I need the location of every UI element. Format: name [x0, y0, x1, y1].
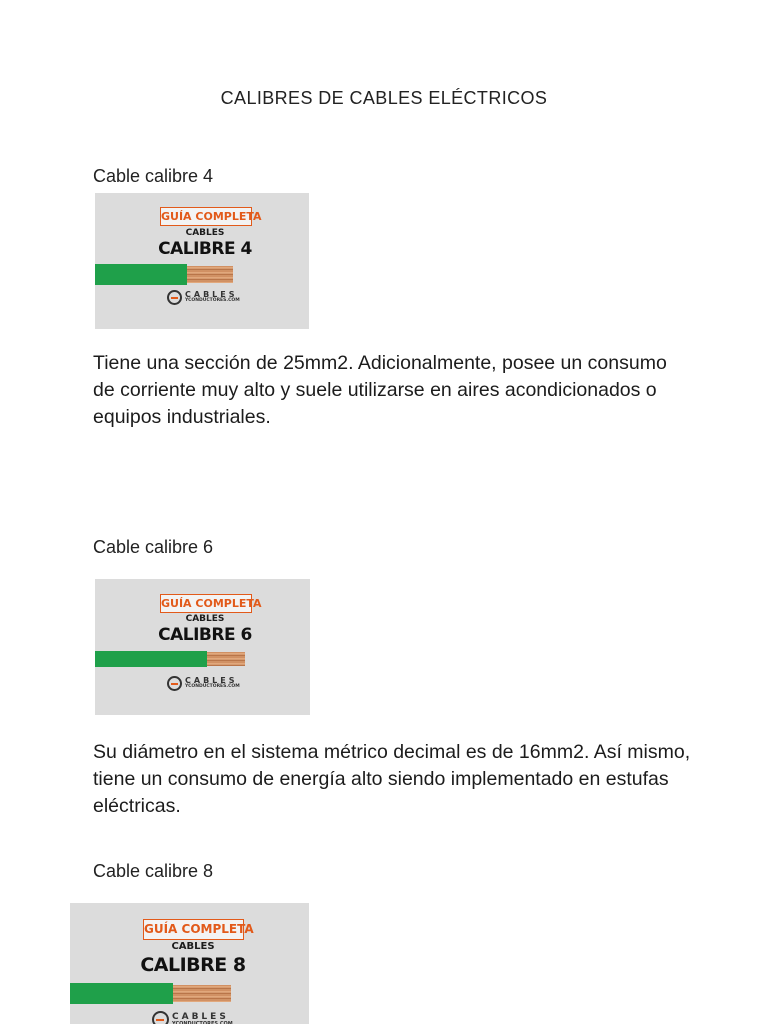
section-heading-calibre-4: Cable calibre 4 — [93, 166, 214, 186]
brand-logo-sub: YCONDUCTORES.COM — [185, 298, 240, 304]
brand-logo-sub: YCONDUCTORES.COM — [185, 684, 240, 690]
cables-label: CABLES — [185, 228, 225, 238]
calibre-label: CALIBRE 6 — [158, 625, 252, 645]
guide-badge: GUÍA COMPLETA — [143, 919, 244, 940]
section-text-calibre-6: Su diámetro en el sistema métrico decimal es de 16mm2. Así mismo, tiene un consumo de energía alto siendo implementado en estufas eléctricas. — [93, 741, 691, 817]
brand-logo-sub: YCONDUCTORES.COM — [172, 1020, 233, 1024]
section-text-calibre-4: Tiene una sección de 25mm2. Adicionalmente, posee un consumo de corriente muy alto y suele utilizarse en aires acondicionados o equipos industriales. — [93, 352, 667, 428]
brand-logo-icon — [152, 1011, 169, 1024]
cable-image-calibre-6 — [95, 579, 310, 715]
section-heading-calibre-8: Cable calibre 8 — [93, 861, 214, 881]
cables-label: CABLES — [185, 614, 225, 624]
brand-logo-icon — [167, 290, 182, 305]
brand-logo — [167, 676, 240, 691]
cable-insulation — [70, 983, 173, 1004]
guide-badge: GUÍA COMPLETA — [160, 594, 252, 613]
section-heading-calibre-6: Cable calibre 6 — [93, 537, 214, 557]
brand-logo-main: CABLES — [172, 1011, 229, 1022]
calibre-label: CALIBRE 4 — [158, 239, 252, 259]
cable-insulation — [95, 651, 207, 667]
copper-strands — [187, 266, 233, 283]
cable-insulation — [95, 264, 187, 285]
brand-logo-icon — [167, 676, 182, 691]
calibre-label: CALIBRE 8 — [140, 954, 246, 976]
copper-strands — [207, 652, 245, 666]
page-title: CALIBRES DE CABLES ELÉCTRICOS — [220, 88, 548, 108]
cable-image-calibre-4 — [95, 193, 309, 329]
brand-logo-main: CABLES — [185, 676, 238, 686]
brand-logo — [167, 290, 240, 305]
copper-strands — [173, 985, 231, 1002]
cables-label: CABLES — [171, 941, 215, 952]
brand-logo-main: CABLES — [185, 290, 238, 300]
brand-logo — [152, 1011, 233, 1024]
cable-image-calibre-8 — [70, 903, 309, 1024]
guide-badge: GUÍA COMPLETA — [160, 207, 252, 226]
